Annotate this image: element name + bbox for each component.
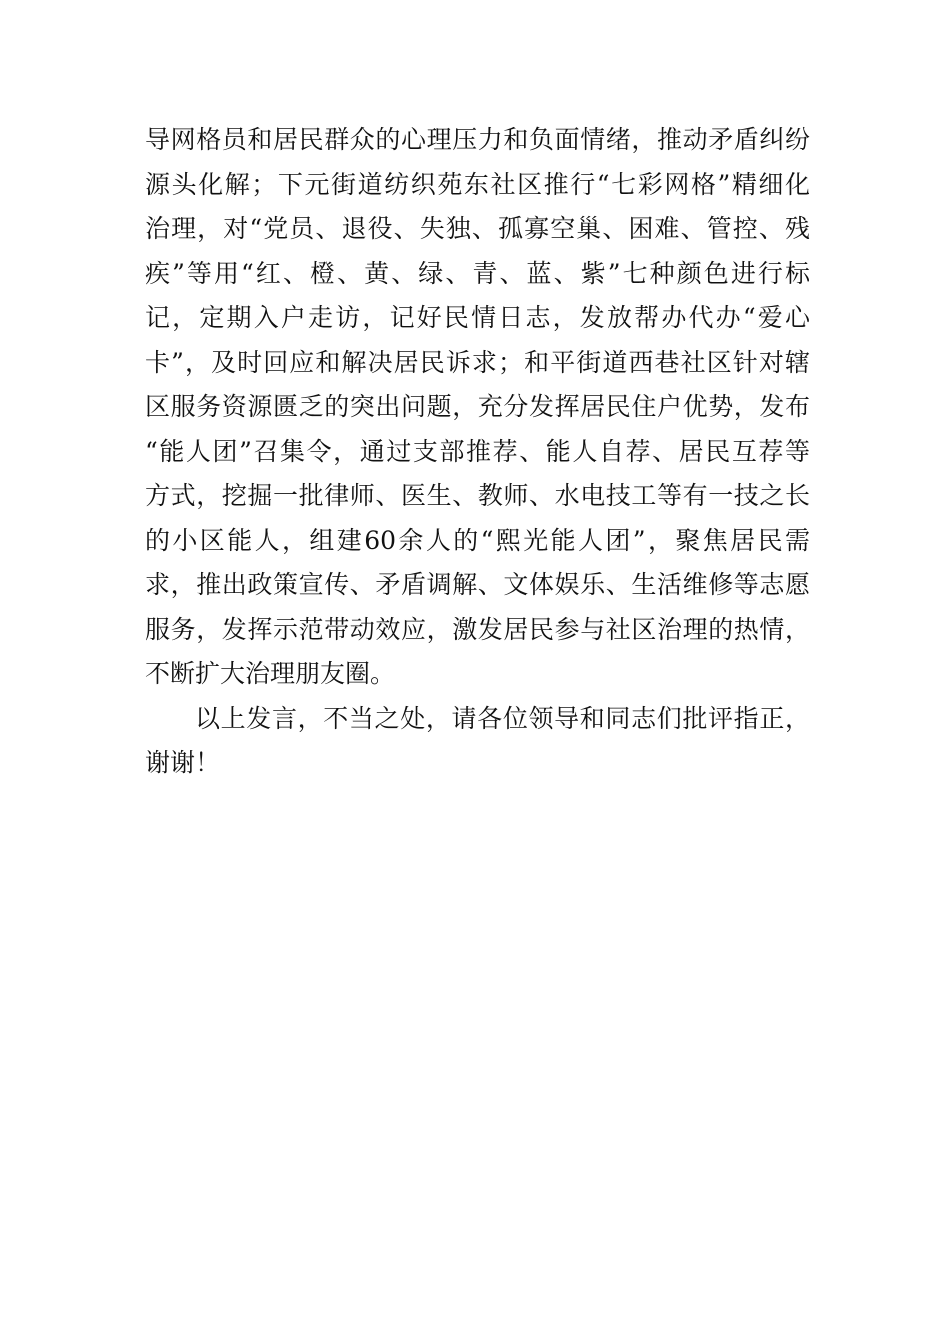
paragraph-community-governance bbox=[145, 118, 810, 697]
text-line: “能人团”召集令，通过支部推荐、能人自荐、居民互荐等 bbox=[145, 436, 810, 466]
text-line: 谢谢！ bbox=[145, 748, 221, 777]
text-line: 导网格员和居民群众的心理压力和负面情绪，推动矛盾纠纷 bbox=[145, 125, 810, 154]
text-line: 以上发言，不当之处，请各位领导和同志们批评指正， bbox=[195, 703, 810, 733]
text-line: 疾”等用“红、橙、黄、绿、青、蓝、紫”七种颜色进行标 bbox=[145, 258, 810, 288]
text-line: 不断扩大治理朋友圈。 bbox=[145, 659, 396, 688]
text-line: 服务，发挥示范带动效应，激发居民参与社区治理的热情， bbox=[145, 614, 810, 644]
text-line: 记，定期入户走访，记好民情日志，发放帮办代办“爱心 bbox=[145, 303, 810, 332]
text-line: 方式，挖掘一批律师、医生、教师、水电技工等有一技之长 bbox=[145, 481, 810, 510]
text-line: 的小区能人，组建60余人的“熙光能人团”，聚焦居民需 bbox=[145, 525, 810, 555]
text-line: 求，推出政策宣传、矛盾调解、文体娱乐、生活维修等志愿 bbox=[145, 570, 810, 599]
text-line: 区服务资源匮乏的突出问题，充分发挥居民住户优势，发布 bbox=[145, 392, 810, 421]
paragraph-closing-remarks bbox=[145, 697, 810, 786]
text-line: 治理，对“党员、退役、失独、孤寡空巢、困难、管控、残 bbox=[145, 214, 810, 243]
text-line: 卡”，及时回应和解决居民诉求；和平街道西巷社区针对辖 bbox=[145, 347, 810, 377]
document-body bbox=[145, 118, 810, 786]
text-line: 源头化解；下元街道纺织苑东社区推行“七彩网格”精细化 bbox=[145, 169, 810, 199]
